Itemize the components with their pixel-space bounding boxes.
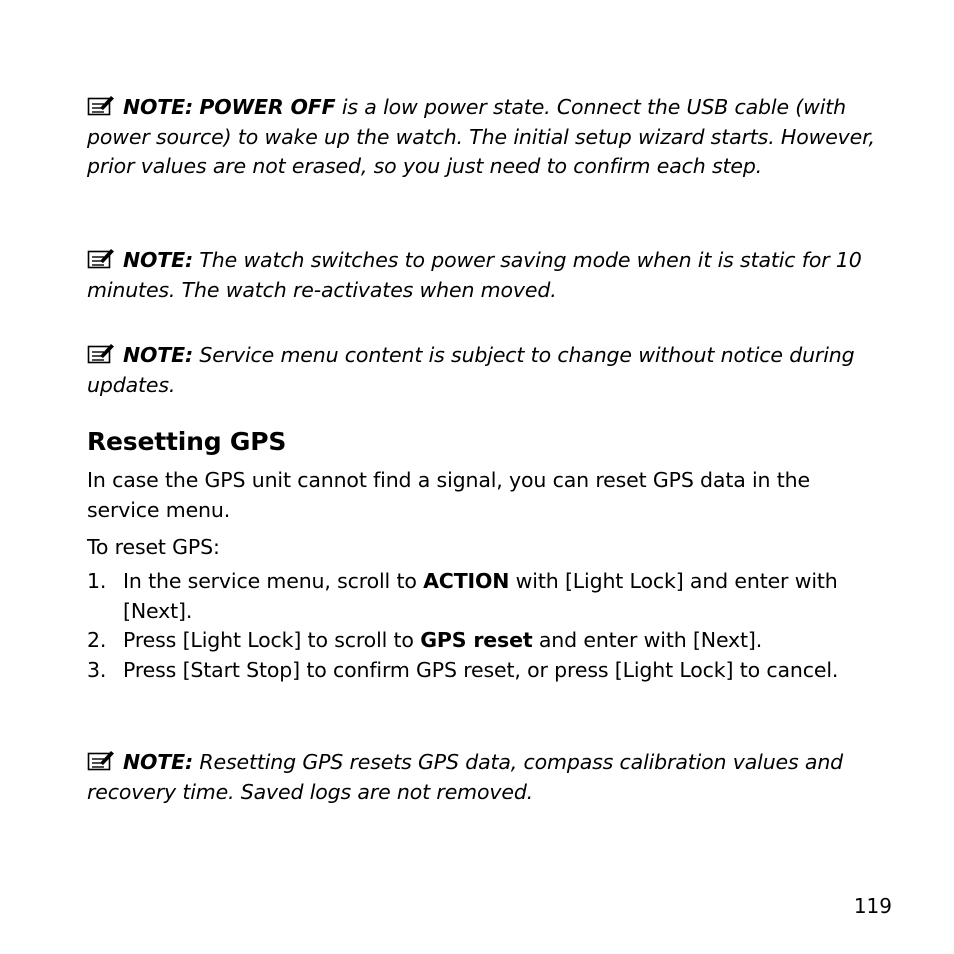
step-text-pre: Press [Light Lock] to scroll to (123, 628, 421, 652)
step-item (87, 567, 877, 626)
step-text-bold: ACTION (423, 569, 510, 593)
note-pencil-icon (87, 94, 117, 116)
step-item (87, 626, 877, 656)
note-pencil-icon (87, 342, 117, 364)
step-text-post: with [Light Lock] and enter with [Next]. (123, 569, 838, 623)
note-text: Resetting GPS resets GPS data, compass calibration values and recovery time. Saved logs are not removed. (87, 750, 844, 804)
step-text-post: and enter with [Next]. (532, 628, 763, 652)
note-power-off (87, 93, 877, 182)
step-number: 1. (87, 569, 107, 593)
note-text: Service menu content is subject to change without notice during updates. (87, 343, 855, 397)
note-label: NOTE: (123, 248, 194, 272)
note-reset-gps (87, 748, 877, 807)
note-pencil-icon (87, 247, 117, 269)
note-text: The watch switches to power saving mode when it is static for 10 minutes. The watch re-activates when moved. (87, 248, 862, 302)
note-text: is a low power state. Connect the USB cable (with power source) to wake up the watch. The initial setup wizard starts. However, prior values are not erased, so you just need to confirm each step. (87, 95, 875, 178)
steps-lead: To reset GPS: (87, 535, 220, 559)
note-pencil-icon (87, 749, 117, 771)
note-emphasis: POWER OFF (199, 95, 336, 119)
note-label: NOTE: (123, 95, 194, 119)
page-number: 119 (853, 894, 892, 918)
step-number: 2. (87, 628, 107, 652)
note-service-menu (87, 341, 877, 400)
note-label: NOTE: (123, 343, 194, 367)
step-text-bold: GPS reset (420, 628, 533, 652)
section-intro: In case the GPS unit cannot find a signal, you can reset GPS data in the service menu. (87, 468, 810, 522)
note-power-saving (87, 246, 877, 305)
steps-list (87, 567, 877, 685)
step-text-pre: Press [Start Stop] to confirm GPS reset, or press [Light Lock] to cancel. (123, 657, 839, 682)
section-heading: Resetting GPS (87, 427, 287, 456)
note-label: NOTE: (123, 750, 194, 774)
step-item (87, 656, 877, 686)
step-number: 3. (87, 657, 107, 682)
step-text-pre: In the service menu, scroll to (123, 569, 424, 593)
